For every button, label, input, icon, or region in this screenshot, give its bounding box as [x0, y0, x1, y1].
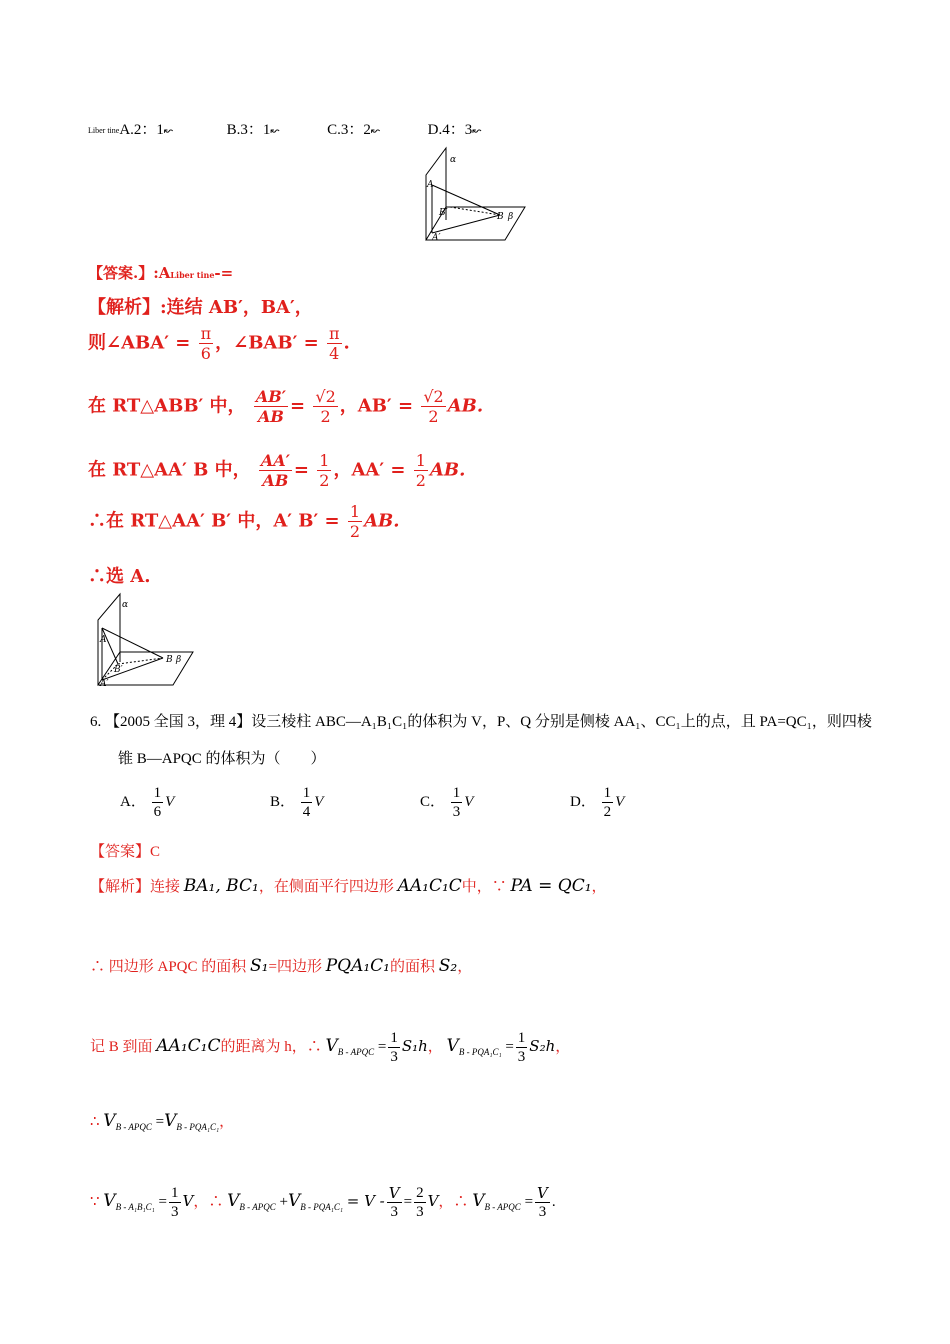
solution-6-line-1: 【解析】连接 BA₁, BC₁，在侧面平行四边形 AA₁C₁C中，∵ PA = QC₁， — [90, 876, 607, 896]
solution-1-line-2: 则∠ABA′ = $\frac{\pi}{6}$ ，∠BAB′ = $\frac{\pi}{4}$ . — [88, 324, 350, 363]
option-d: D． $\frac{1}{2}$ V — [570, 785, 625, 820]
solution-label: 【解析】 — [88, 297, 160, 318]
point-bp-label: B′ — [439, 208, 448, 218]
beta-label: β — [508, 212, 514, 222]
svg-text:A′: A′ — [100, 679, 109, 689]
svg-text:B: B — [166, 655, 173, 665]
option-c: C． $\frac{1}{3}$ V — [420, 785, 474, 820]
question-6-line-1: 6. 【2005 全国 3，理 4】设三棱柱 ABC—A₁B₁C₁的体积为 V，P、Q 分别是侧棱 AA₁、CC₁上的点，且 PA=QC₁，则四棱 — [90, 714, 872, 730]
question-number: 6. — [90, 714, 102, 730]
solution-6-line-4: ∴ $V_{B - APQC} =V_{B - PQA_1C_1}$， — [90, 1111, 235, 1132]
solution-1-line-4: 在 RT△AA′ B 中， $\frac{AA'}{AB}$ = $\frac{1}{2}$ ，AA′ = $\frac{1}{2}$ AB. — [88, 451, 466, 490]
squiggle-icon: ↜ — [472, 125, 482, 137]
svg-text:β: β — [176, 655, 182, 665]
option-a: A． $\frac{1}{6}$ V — [120, 785, 175, 820]
figure-planes-1 — [420, 145, 530, 245]
answer-value: C — [150, 844, 161, 860]
solution-1-line-6: ∴选 A. — [88, 566, 151, 587]
solution-6-line-5: ∵ $V_{B - A_1B_1C_1}$ = $\frac{1}{3}$ V，∴ $V_{B - APQC} +V_{B - PQA_1C_1} = V$ - $\frac{V}{3}$ = $\frac{2}{3}$ V，∴ $V_{B - APQC}$ = $\frac{V}{3}$ . — [90, 1184, 556, 1220]
squiggle-icon: ↜ — [270, 125, 280, 137]
top-options-row — [88, 118, 481, 139]
glitch-text: Liber tine — [170, 270, 215, 280]
glitch-text: Liber tine — [88, 125, 120, 135]
squiggle-icon: ↜ — [370, 125, 381, 137]
option-b: B． $\frac{1}{4}$ V — [270, 785, 324, 820]
point-b-label: B — [497, 212, 504, 222]
answer-label: 【答案】 — [90, 844, 151, 860]
solution-1-line-1: 【解析】:连结 AB′，BA′， — [88, 297, 313, 318]
solution-6-line-3: 记 B 到面 AA₁C₁C的距离为 h，∴ $V_{B - APQC}$ = $\frac{1}{3}$ S₁h， $V_{B - PQA_1C_1}$ = $\frac{1}{3}$ S₂h， — [90, 1030, 571, 1065]
svg-text:B′: B′ — [114, 665, 123, 675]
option-b: B.3：1 — [226, 122, 271, 138]
option-d: D.4：3 — [427, 122, 473, 138]
answer-value: :A — [153, 264, 171, 282]
solution-6-line-2: ∴ 四边形 APQC 的面积 S₁=四边形 PQA₁C₁的面积 S₂， — [90, 956, 473, 976]
answer-1: 【答案.】:ALiber tine-= — [88, 264, 234, 282]
svg-text:α: α — [122, 600, 129, 610]
squiggle-icon: ↜ — [163, 125, 174, 137]
option-a: A.2：1 — [119, 122, 164, 138]
alpha-label: α — [450, 155, 457, 165]
option-c: C.3：2 — [327, 122, 371, 138]
figure-planes-2 — [88, 590, 198, 690]
answer-label: 【答案.】 — [88, 264, 154, 282]
point-a-label: A — [427, 180, 434, 190]
solution-1-line-5: ∴在 RT△AA′ B′ 中，A′ B′ = $\frac{1}{2}$ AB. — [88, 502, 400, 541]
svg-text:A: A — [100, 635, 107, 645]
solution-label: 【解析】 — [90, 879, 151, 895]
point-ap-label: A′ — [432, 233, 441, 243]
question-6-line-2: 锥 B—APQC 的体积为（ ） — [118, 751, 326, 767]
answer-6 — [90, 840, 160, 861]
solution-1-line-3: 在 RT△ABB′ 中， $\frac{AB'}{AB}$ = $\frac{√2}{2}$ ，AB′ = $\frac{√2}{2}$ AB. — [88, 387, 484, 426]
